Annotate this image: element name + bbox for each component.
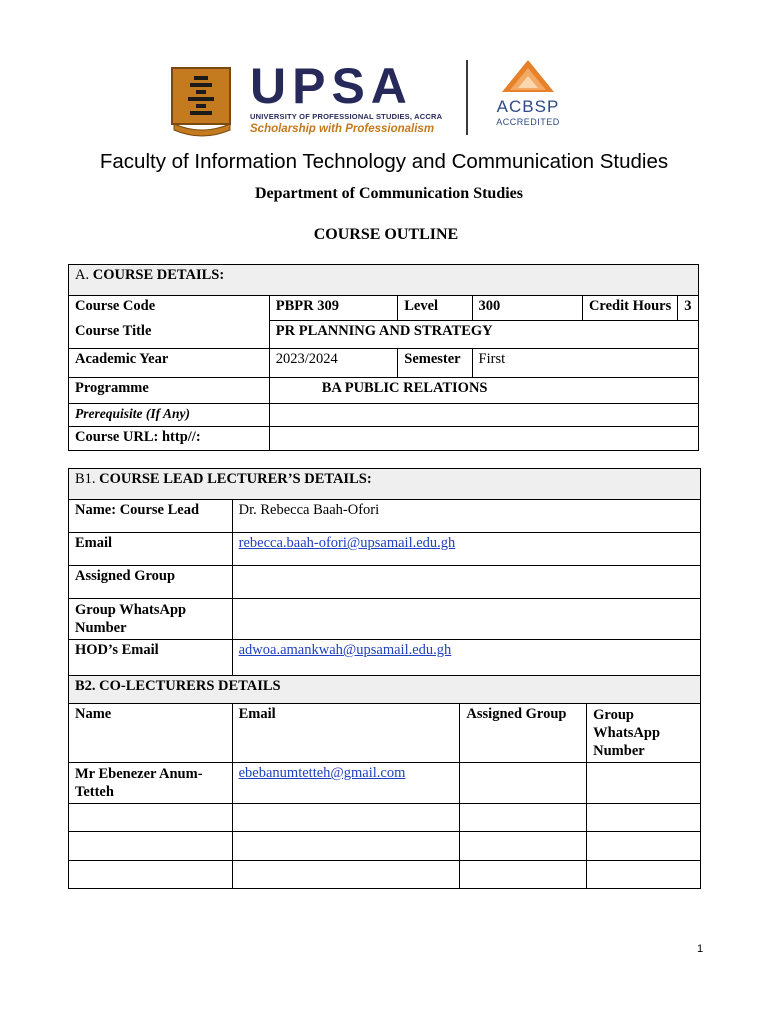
section-a-title: COURSE DETAILS: — [92, 267, 225, 283]
co-lecturer-email-link[interactable]: ebebanumtetteh@gmail.com — [238, 765, 406, 781]
co-lecturer-whatsapp — [587, 832, 701, 861]
acbsp-triangle-icon — [500, 60, 556, 94]
col-header-group: Assigned Group — [460, 704, 587, 763]
logo-motto: Scholarship with Professionalism — [250, 123, 435, 135]
co-lecturer-name — [69, 861, 233, 889]
lead-email-label: Email — [69, 533, 233, 566]
table-row — [69, 804, 701, 832]
course-title-value: PR PLANNING AND STRATEGY — [269, 321, 698, 349]
lead-name-label: Name: Course Lead — [69, 500, 233, 533]
assigned-group-label: Assigned Group — [69, 566, 233, 599]
lead-name-value: Dr. Rebecca Baah-Ofori — [232, 500, 700, 533]
co-lecturer-email — [232, 861, 460, 889]
co-lecturer-email — [232, 832, 460, 861]
programme-label: Programme — [69, 378, 270, 404]
section-b1-title: COURSE LEAD LECTURER’S DETAILS: — [99, 471, 372, 487]
logo-divider — [466, 60, 468, 135]
co-lecturer-whatsapp — [587, 861, 701, 889]
section-b2-heading: B2. CO-LECTURERS DETAILS — [69, 676, 701, 704]
logo-text: UPSA — [250, 58, 413, 114]
co-lecturer-whatsapp — [587, 763, 701, 804]
level-label: Level — [398, 296, 472, 321]
course-url-label: Course URL: http//: — [69, 427, 270, 451]
lead-email-cell — [232, 533, 700, 566]
credit-hours-cell — [582, 296, 698, 321]
section-a-heading — [69, 265, 699, 296]
section-b1-prefix: B1. — [75, 471, 96, 487]
co-lecturer-group — [460, 832, 587, 861]
course-details-table — [68, 264, 699, 451]
course-code-value: PBPR 309 — [269, 296, 397, 321]
credit-hours-label: Credit Hours — [583, 296, 678, 320]
acbsp-accredited-text: ACCREDITED — [496, 117, 560, 127]
page-number: 1 — [697, 943, 704, 955]
course-url-value — [269, 427, 698, 451]
section-a-prefix: A. — [75, 267, 90, 283]
upsa-wordmark — [250, 60, 442, 135]
co-lecturer-email — [232, 804, 460, 832]
col-header-email: Email — [232, 704, 460, 763]
lead-email-link[interactable]: rebecca.baah-ofori@upsamail.edu.gh — [238, 535, 456, 551]
academic-year-value: 2023/2024 — [269, 349, 397, 378]
upsa-emblem-icon — [170, 66, 234, 138]
logo-subtitle: UNIVERSITY OF PROFESSIONAL STUDIES, ACCRA — [250, 112, 443, 121]
prerequisite-value — [269, 404, 698, 427]
faculty-title: Faculty of Information Technology and Communication Studies — [99, 150, 669, 173]
co-lecturer-name: Mr Ebenezer Anum-Tetteh — [69, 763, 233, 804]
semester-label: Semester — [398, 349, 472, 378]
co-lecturer-group — [460, 763, 587, 804]
hod-email-cell — [232, 640, 700, 676]
semester-value: First — [472, 349, 698, 378]
col-header-whatsapp: Group WhatsApp Number — [587, 704, 701, 763]
level-value: 300 — [472, 296, 582, 321]
header-logos — [170, 60, 570, 140]
hod-email-label: HOD’s Email — [69, 640, 233, 676]
co-lecturer-whatsapp — [587, 804, 701, 832]
programme-value: BA PUBLIC RELATIONS — [269, 378, 698, 404]
co-lecturer-name — [69, 804, 233, 832]
co-lecturer-email-cell — [232, 763, 460, 804]
table-row — [69, 861, 701, 889]
course-title-label: Course Title — [69, 321, 270, 349]
col-header-name: Name — [69, 704, 233, 763]
acbsp-text: ACBSP — [496, 97, 560, 116]
lecturer-details-table — [68, 468, 701, 889]
table-row — [69, 832, 701, 861]
co-lecturer-name — [69, 832, 233, 861]
assigned-group-value — [232, 566, 700, 599]
table-row — [69, 763, 701, 804]
prerequisite-label: Prerequisite (If Any) — [69, 404, 270, 427]
co-lecturer-group — [460, 804, 587, 832]
section-b1-heading — [69, 469, 701, 500]
document-title: COURSE OUTLINE — [313, 226, 459, 243]
academic-year-label: Academic Year — [69, 349, 270, 378]
whatsapp-value — [232, 599, 700, 640]
department-title: Department of Communication Studies — [255, 185, 523, 202]
acbsp-logo — [490, 60, 566, 136]
whatsapp-label: Group WhatsApp Number — [69, 599, 233, 640]
course-code-label: Course Code — [69, 296, 270, 321]
co-lecturer-group — [460, 861, 587, 889]
credit-hours-value: 3 — [684, 298, 692, 314]
hod-email-link[interactable]: adwoa.amankwah@upsamail.edu.gh — [238, 642, 452, 658]
